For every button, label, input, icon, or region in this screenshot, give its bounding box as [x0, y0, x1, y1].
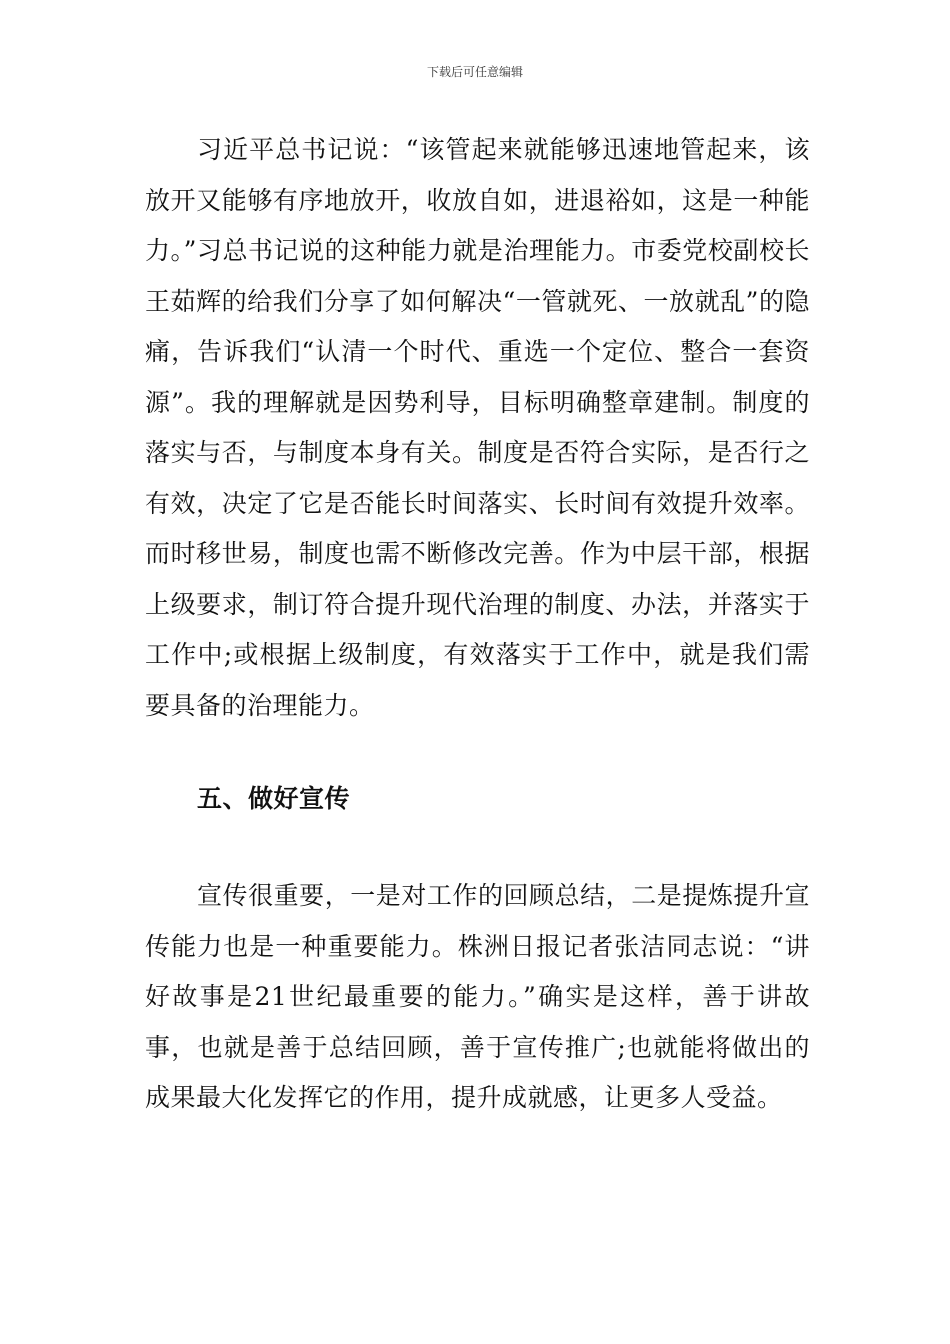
- paragraph-governance-ability: 习近平总书记说：“该管起来就能够迅速地管起来，该放开又能够有序地放开，收放自如，进退裕如，这是一种能力。”习总书记说的这种能力就是治理能力。市委党校副校长王茹辉的给我们分享了如何解决“一管就死、一放就乱”的隐痛，告诉我们“认清一个时代、重选一个定位、整合一套资源”。我的理解就是因势利导，目标明确整章建制。制度的落实与否，与制度本身有关。制度是否符合实际，是否行之有效，决定了它是否能长时间落实、长时间有效提升效率。而时移世易，制度也需不断修改完善。作为中层干部，根据上级要求，制订符合提升现代治理的制度、办法，并落实于工作中;或根据上级制度，有效落实于工作中，就是我们需要具备的治理能力。: [145, 135, 810, 720]
- page-header-note: 下载后可任意编辑: [426, 65, 523, 79]
- paragraph-publicity: 宣传很重要，一是对工作的回顾总结，二是提炼提升宣传能力也是一种重要能力。株洲日报记者张洁同志说：“讲好故事是21世纪最重要的能力。”确实是这样，善于讲故事，也就是善于总结回顾，善于宣传推广;也就能将做出的成果最大化发挥它的作用，提升成就感，让更多人受益。: [145, 881, 810, 1112]
- section-heading: 五、做好宣传: [197, 784, 351, 813]
